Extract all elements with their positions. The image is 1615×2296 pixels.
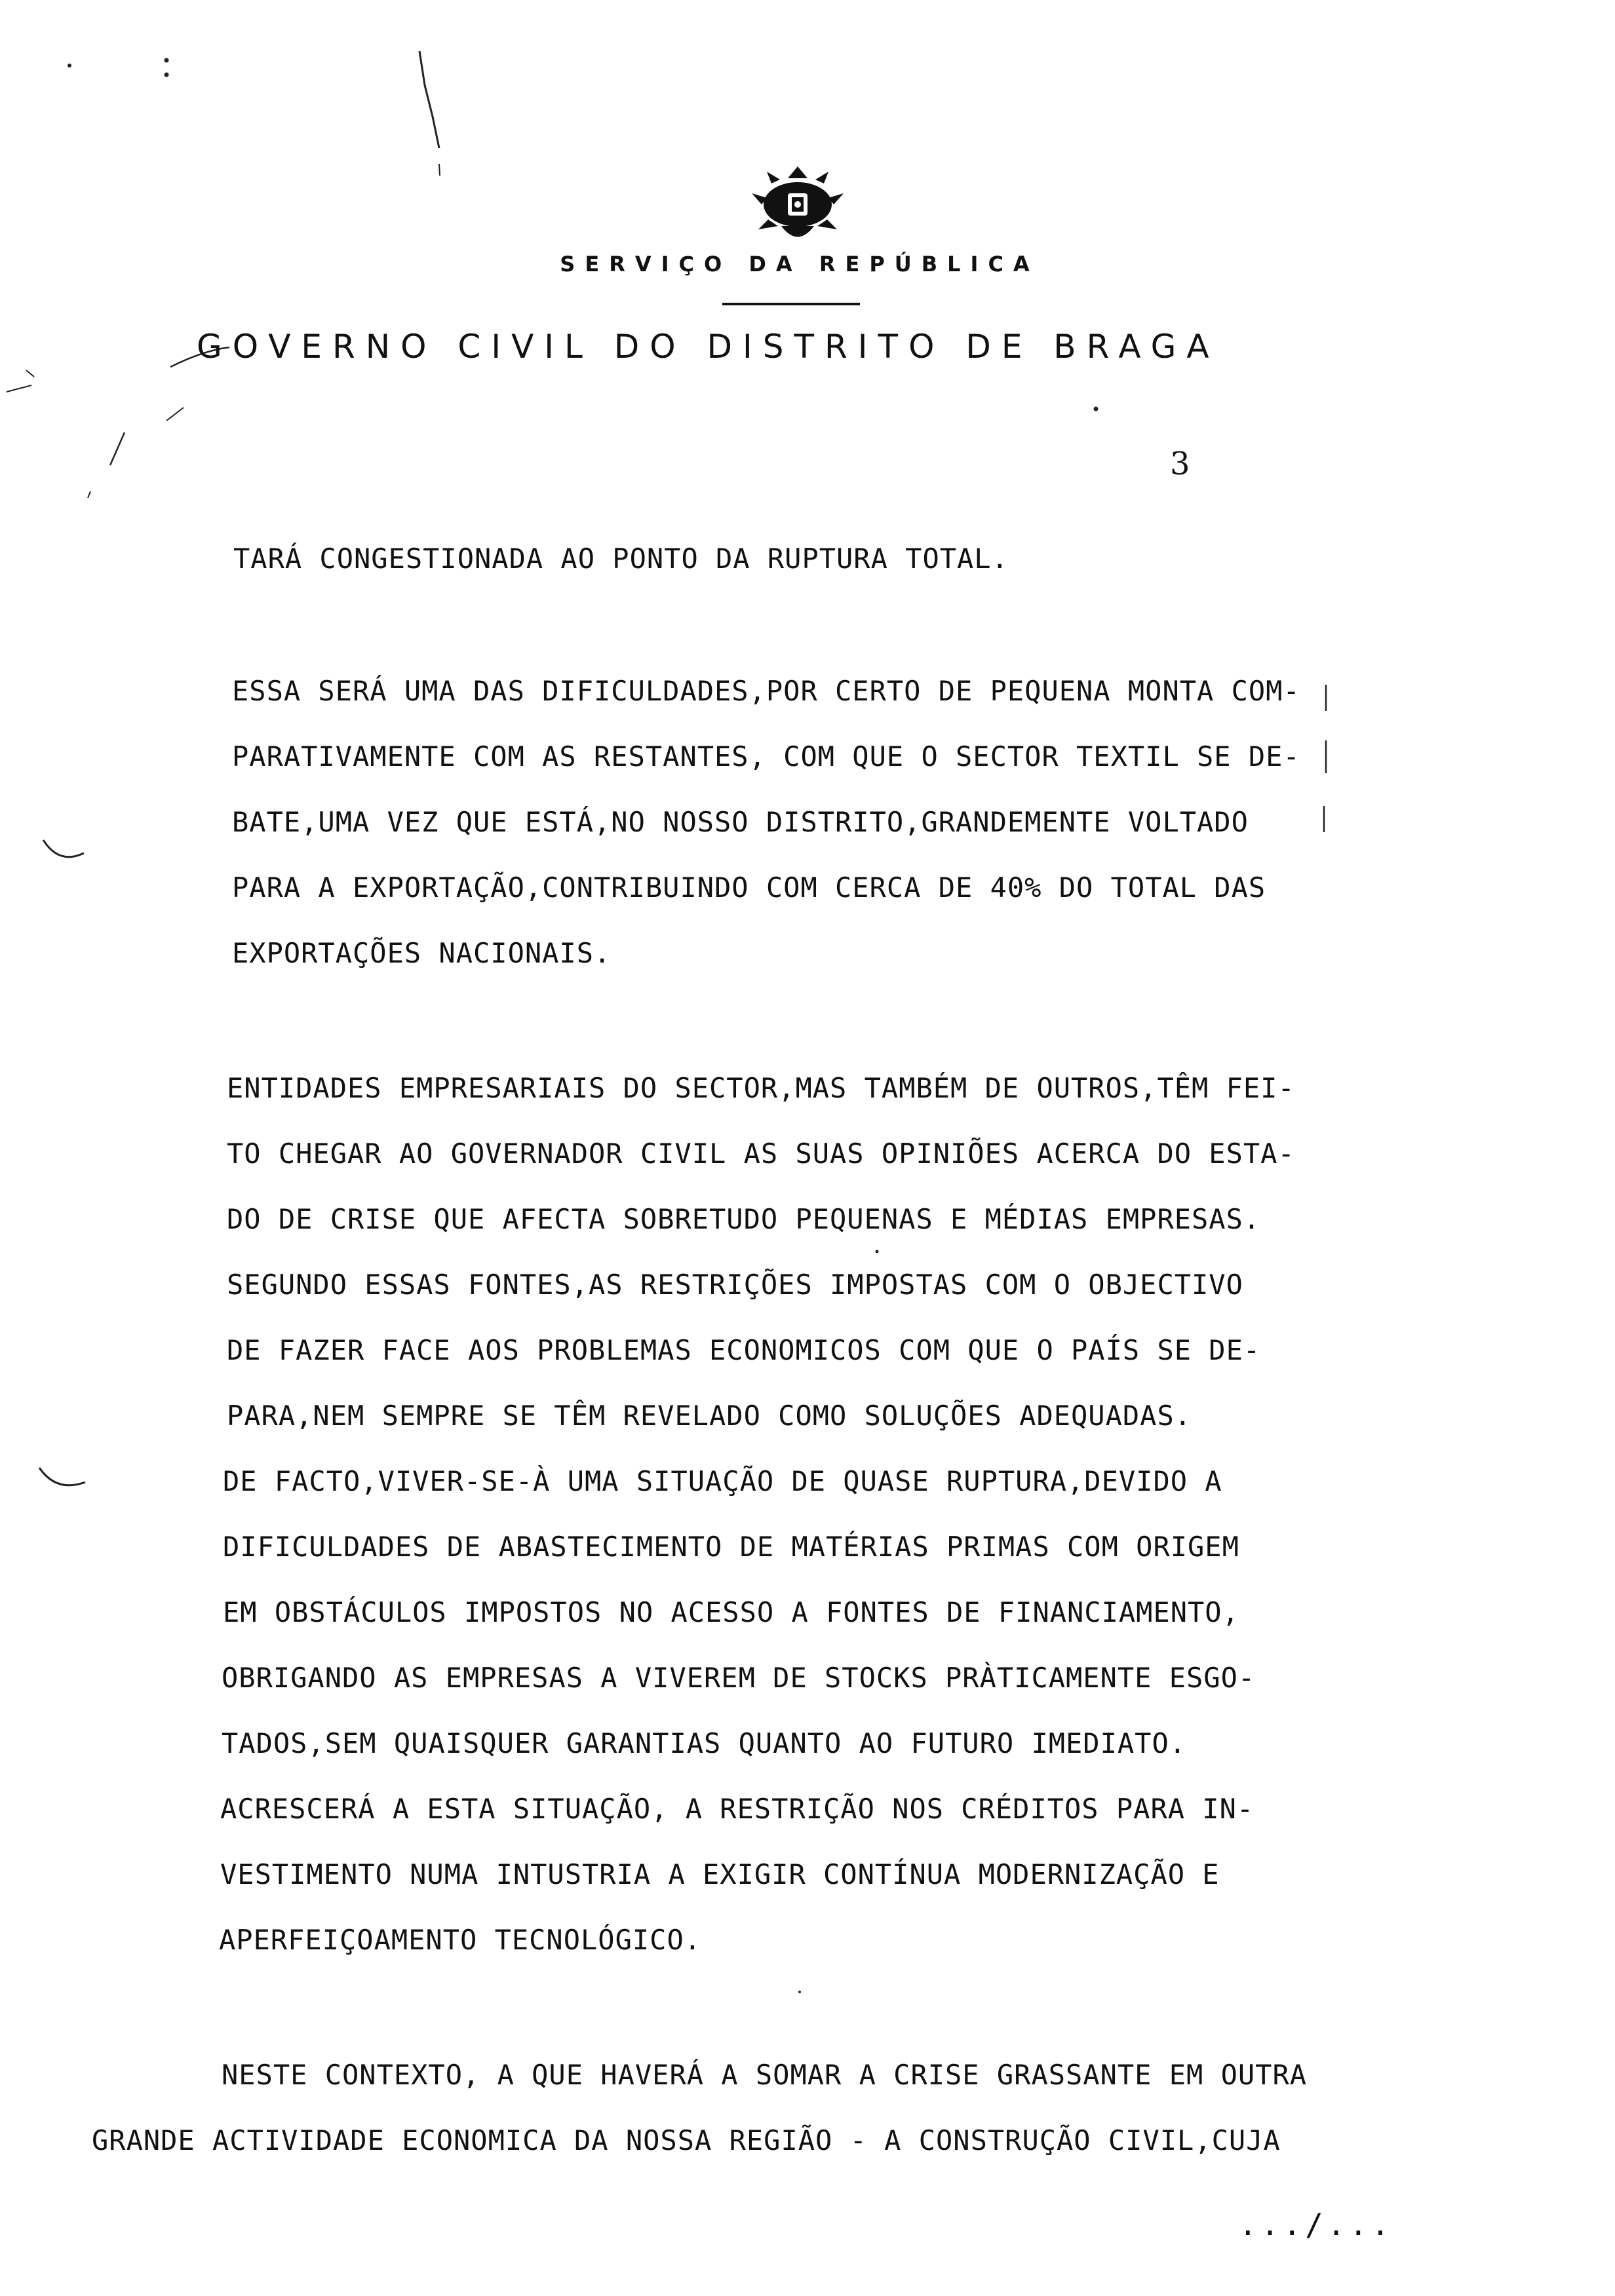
text-line: EXPORTAÇÕES NACIONAIS. [232,937,612,969]
text-line: DE FAZER FACE AOS PROBLEMAS ECONOMICOS COM QUE O PAÍS SE DE- [227,1334,1261,1366]
text-line: DE FACTO,VIVER-SE-À UMA SITUAÇÃO DE QUASE RUPTURA,DEVIDO A [223,1465,1222,1497]
text-line: DIFICULDADES DE ABASTECIMENTO DE MATÉRIAS PRIMAS COM ORIGEM [223,1531,1239,1563]
text-line: TADOS,SEM QUAISQUER GARANTIAS QUANTO AO FUTURO IMEDIATO. [222,1727,1187,1759]
text-line: EM OBSTÁCULOS IMPOSTOS NO ACESSO A FONTES DE FINANCIAMENTO, [223,1596,1239,1628]
text-line: ENTIDADES EMPRESARIAIS DO SECTOR,MAS TAMBÉM DE OUTROS,TÊM FEI- [227,1072,1295,1104]
text-line: ACRESCERÁ A ESTA SITUAÇÃO, A RESTRIÇÃO NOS CRÉDITOS PARA IN- [220,1793,1255,1825]
text-line: BATE,UMA VEZ QUE ESTÁ,NO NOSSO DISTRITO,GRANDEMENTE VOLTADO [232,806,1249,838]
text-line: OBRIGANDO AS EMPRESAS A VIVEREM DE STOCKS PRÀTICAMENTE ESGO- [222,1662,1256,1694]
text-line: GRANDE ACTIVIDADE ECONOMICA DA NOSSA REGIÃO - A CONSTRUÇÃO CIVIL,CUJA [92,2124,1281,2156]
government-title: GOVERNO CIVIL DO DISTRITO DE BRAGA [197,328,1220,366]
service-title: SERVIÇO DA REPÚBLICA [560,252,1040,277]
text-line: VESTIMENTO NUMA INTUSTRIA A EXIGIR CONTÍNUA MODERNIZAÇÃO E [220,1858,1220,1890]
text-line: SEGUNDO ESSAS FONTES,AS RESTRIÇÕES IMPOSTAS COM O OBJECTIVO [227,1269,1243,1301]
header-rule [722,303,860,305]
text-line: DO DE CRISE QUE AFECTA SOBRETUDO PEQUENAS E MÉDIAS EMPRESAS. [227,1203,1261,1235]
text-line: TO CHEGAR AO GOVERNADOR CIVIL AS SUAS OPINIÕES ACERCA DO ESTA- [227,1138,1295,1170]
text-line: ESSA SERÁ UMA DAS DIFICULDADES,POR CERTO DE PEQUENA MONTA COM- [232,675,1300,707]
text-line: PARA A EXPORTAÇÃO,CONTRIBUINDO COM CERCA DE 40% DO TOTAL DAS [232,871,1266,904]
text-line: TARÁ CONGESTIONADA AO PONTO DA RUPTURA TOTAL. [233,543,1009,575]
text-line: APERFEIÇOAMENTO TECNOLÓGICO. [219,1924,702,1956]
text-line: PARA,NEM SEMPRE SE TÊM REVELADO COMO SOLUÇÕES ADEQUADAS. [227,1400,1192,1432]
page-number: 3 [1170,446,1190,482]
coat-of-arms-icon [749,164,847,249]
text-line: PARATIVAMENTE COM AS RESTANTES, COM QUE O SECTOR TEXTIL SE DE- [232,740,1300,773]
continuation-mark: .../... [1239,2207,1393,2242]
text-line: NESTE CONTEXTO, A QUE HAVERÁ A SOMAR A CRISE GRASSANTE EM OUTRA [222,2059,1308,2091]
